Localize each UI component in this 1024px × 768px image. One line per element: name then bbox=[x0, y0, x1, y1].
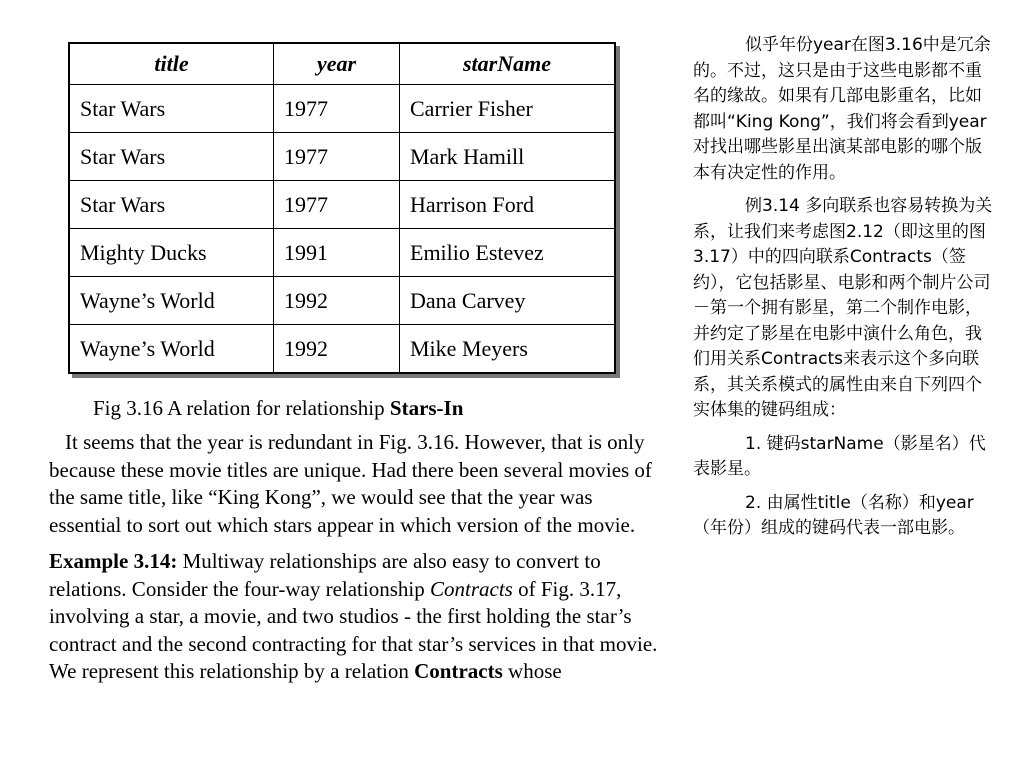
figure-caption bbox=[93, 394, 463, 422]
example-bold-contracts: Contracts bbox=[414, 659, 503, 683]
zh-paragraph-1: 似乎年份year在图3.16中是冗余的。不过，这只是由于这些电影都不重名的缘故。如果有几部电影重名，比如都叫“King Kong”，我们将会看到year对找出哪些影星出演某部电影的哪个版本有决定性的作用。 bbox=[693, 35, 991, 183]
header-year: year bbox=[274, 43, 400, 85]
header-starname: starName bbox=[400, 43, 616, 85]
paragraph-example-3-14 bbox=[49, 548, 669, 686]
table-header-row bbox=[69, 43, 615, 85]
table-row bbox=[69, 181, 615, 229]
cell-starname: Harrison Ford bbox=[400, 181, 616, 229]
zh-paragraph-2: 例3.14 多向联系也容易转换为关系，让我们来考虑图2.12（即这里的图3.17）中的四向联系Contracts（签约），它包括影星、电影和两个制片公司－第一个拥有影星，第二个制作电影，并约定了影星在电影中演什么角色，我们用关系Contracts来表示这个多向联系，其关系模式的属性由来自下列四个实体集的键码组成： bbox=[693, 196, 993, 420]
cell-year: 1992 bbox=[274, 277, 400, 325]
paragraph-redundant-year: It seems that the year is redundant in Fig. 3.16. However, that is only because these movie titles are unique. Had there been several movies of the same title, like “King Kong”, we would see that the year was essential to sort out which stars appear in which version of the movie. bbox=[49, 430, 652, 537]
example-text-c: whose bbox=[502, 659, 562, 683]
example-italic-contracts: Contracts bbox=[429, 576, 513, 601]
english-body bbox=[49, 429, 669, 686]
example-label: Example 3.14: bbox=[49, 549, 178, 573]
cell-title: Wayne’s World bbox=[69, 325, 274, 374]
cell-starname: Emilio Estevez bbox=[400, 229, 616, 277]
cell-year: 1977 bbox=[274, 133, 400, 181]
cell-year: 1977 bbox=[274, 181, 400, 229]
table-row bbox=[69, 133, 615, 181]
cell-starname: Mike Meyers bbox=[400, 325, 616, 374]
example-text-a: Multiway relationships are also easy to convert to relations. Consider the four-way relationship bbox=[49, 549, 601, 601]
stars-in-table bbox=[68, 42, 616, 374]
chinese-body bbox=[693, 33, 993, 550]
caption-relation-name: Stars-In bbox=[389, 396, 464, 420]
cell-title: Wayne’s World bbox=[69, 277, 274, 325]
cell-starname: Dana Carvey bbox=[400, 277, 616, 325]
cell-title: Star Wars bbox=[69, 85, 274, 133]
table-row bbox=[69, 277, 615, 325]
header-title: title bbox=[69, 43, 274, 85]
zh-list-item-1: 1. 键码starName（影星名）代表影星。 bbox=[693, 433, 986, 479]
cell-year: 1977 bbox=[274, 85, 400, 133]
cell-year: 1992 bbox=[274, 325, 400, 374]
cell-title: Star Wars bbox=[69, 181, 274, 229]
example-text-b: of Fig. 3.17, involving a star, a movie, and two studios - the first holding the star’s contract and the second contracting for that star’s services in that movie. We represent this relationship by a relation bbox=[49, 576, 658, 683]
zh-list-item-2: 2. 由属性title（名称）和year（年份）组成的键码代表一部电影。 bbox=[693, 492, 974, 538]
caption-text: Fig 3.16 A relation for relationship bbox=[93, 396, 390, 420]
cell-starname: Mark Hamill bbox=[400, 133, 616, 181]
cell-year: 1991 bbox=[274, 229, 400, 277]
cell-title: Star Wars bbox=[69, 133, 274, 181]
table-row bbox=[69, 85, 615, 133]
cell-starname: Carrier Fisher bbox=[400, 85, 616, 133]
cell-title: Mighty Ducks bbox=[69, 229, 274, 277]
table-row bbox=[69, 229, 615, 277]
table-row bbox=[69, 325, 615, 374]
